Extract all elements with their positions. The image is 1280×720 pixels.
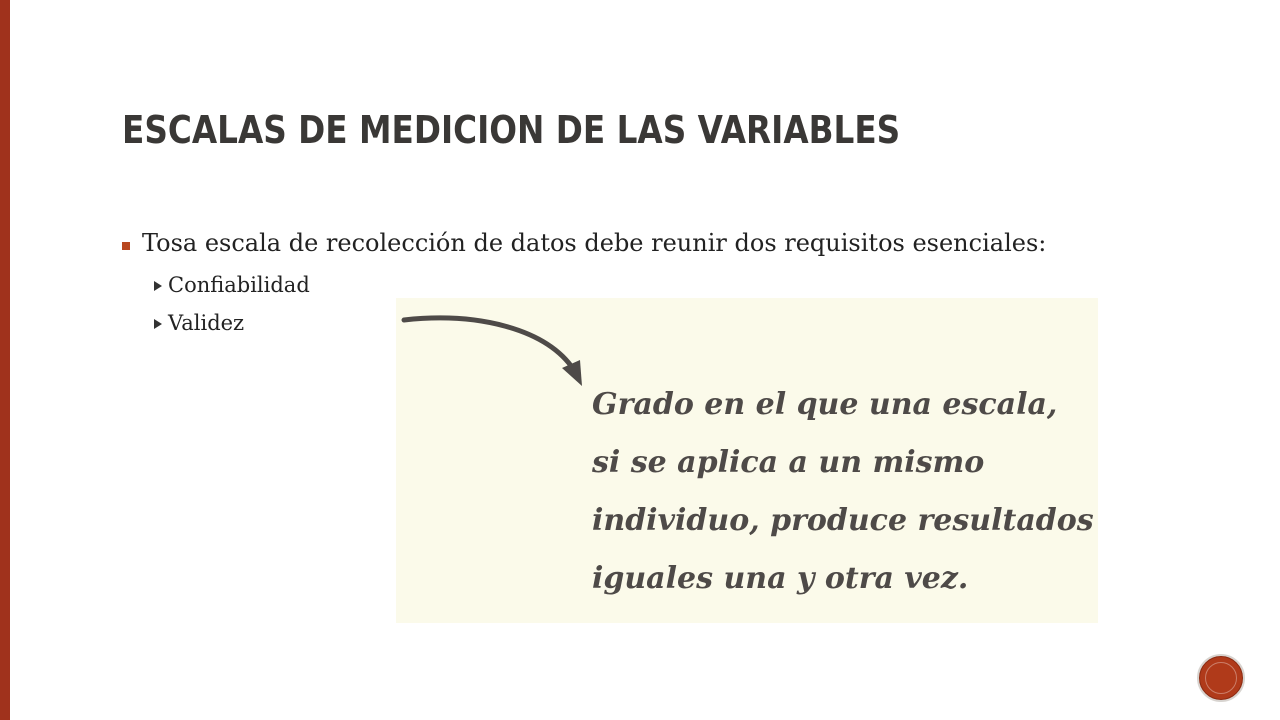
bullet-text: Tosa escala de recolección de datos debe reunir dos requisitos esenciales: xyxy=(142,229,1047,257)
bullet-item xyxy=(122,228,1160,258)
triangle-arrow-icon xyxy=(154,319,162,329)
definition-line: Grado en el que una escala, xyxy=(592,387,1058,422)
slide-title: ESCALAS DE MEDICION DE LAS VARIABLES xyxy=(122,108,901,152)
definition-text xyxy=(592,376,1094,608)
triangle-arrow-icon xyxy=(154,281,162,291)
definition-image xyxy=(396,298,1098,623)
square-bullet-icon xyxy=(122,242,130,250)
definition-line: individuo, produce resultados xyxy=(592,503,1094,538)
definition-line: iguales una y otra vez. xyxy=(592,561,969,596)
next-slide-button[interactable] xyxy=(1197,654,1245,702)
sub-bullet-label: Validez xyxy=(168,311,245,335)
sub-bullet-label: Confiabilidad xyxy=(168,273,310,297)
next-slide-circle-icon xyxy=(1205,662,1237,694)
accent-bar xyxy=(0,0,10,720)
definition-line: si se aplica a un mismo xyxy=(592,445,985,480)
